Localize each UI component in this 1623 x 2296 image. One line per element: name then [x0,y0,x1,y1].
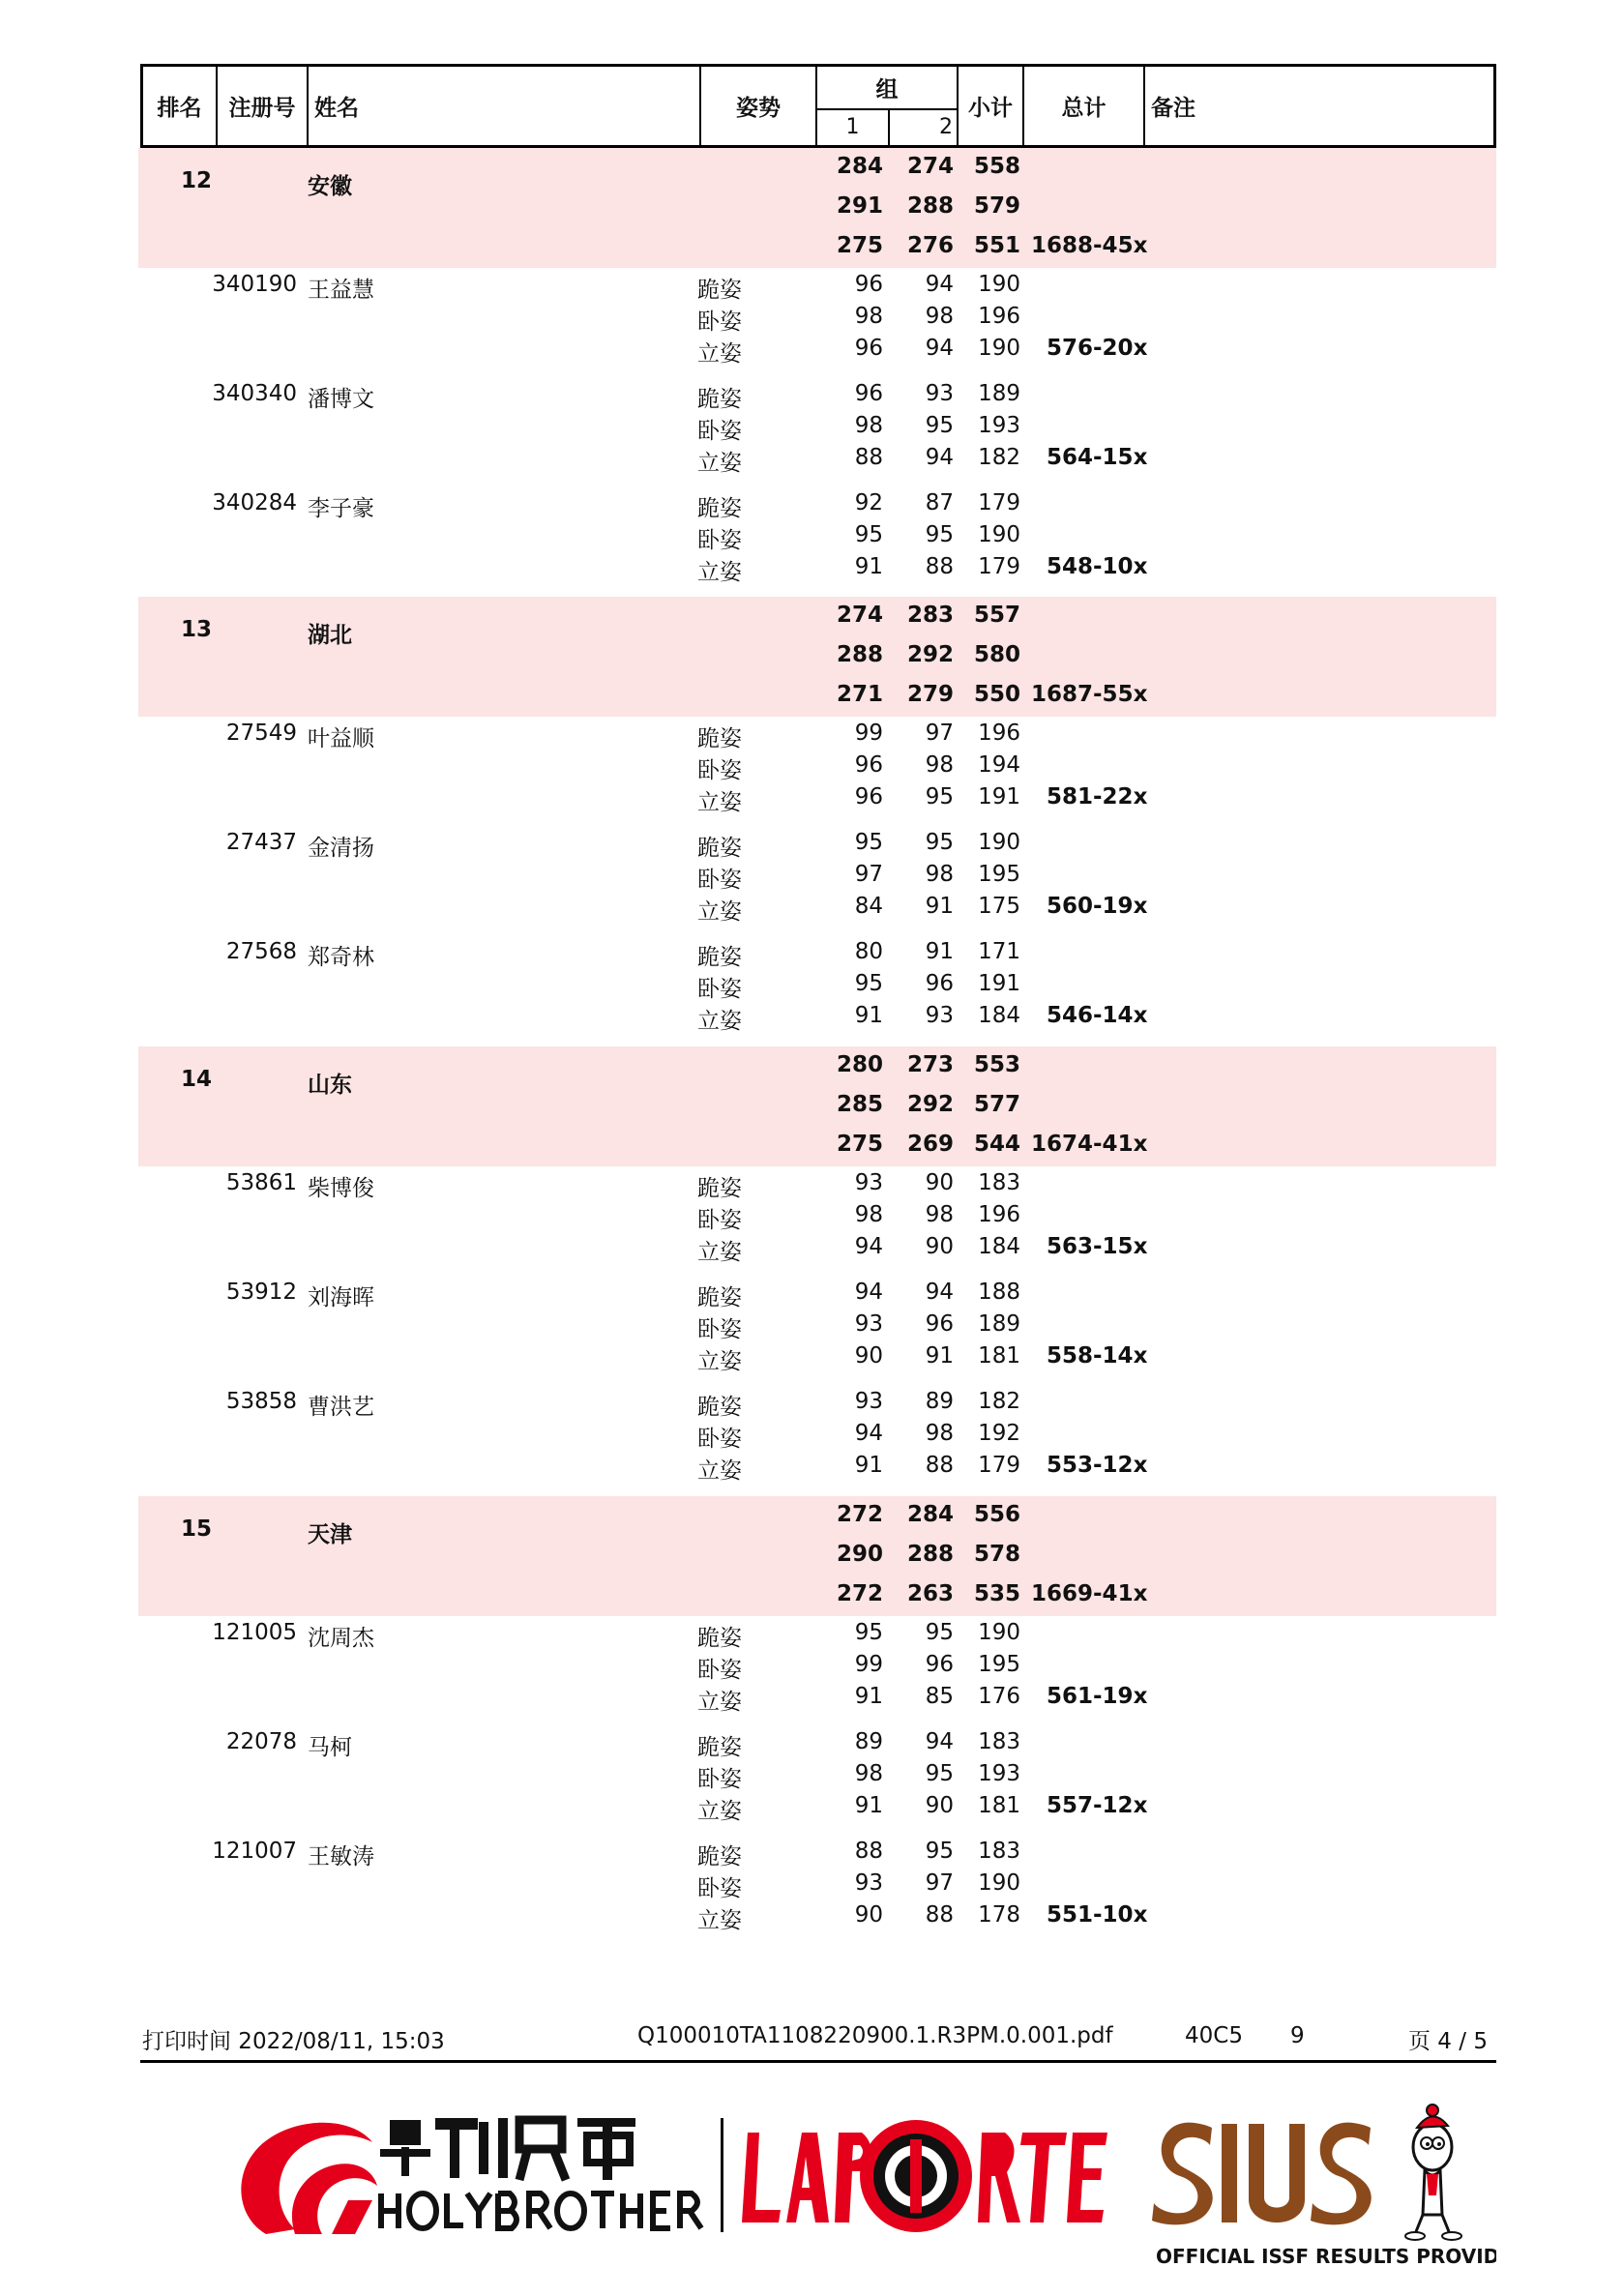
table-header [140,64,1496,148]
athlete-series-1: 84 [854,894,883,919]
athlete-series-2: 88 [925,554,954,579]
team-series-1: 291 [836,193,883,219]
athlete-series-2: 93 [925,381,954,406]
athlete-subtotal: 190 [978,1620,1020,1645]
header-position-label: 姿势 [736,96,781,121]
print-time: 打印时间 2022/08/11, 15:03 [142,2029,445,2054]
athlete-position: 卧姿 [697,758,742,783]
athlete-subtotal: 175 [978,894,1020,919]
header-group-1: 1 [817,108,890,145]
athlete-position: 跪姿 [697,387,742,412]
header-group-2: 2 [939,114,953,139]
athlete-series-1: 80 [854,939,883,964]
athlete-subtotal: 188 [978,1280,1020,1305]
athlete-series-2: 85 [925,1684,954,1709]
team-series-1: 272 [836,1581,883,1606]
athlete-series-2: 95 [925,1839,954,1864]
header-subtotal [959,67,1024,145]
team-subtotal: 556 [973,1502,1020,1527]
footer-number: 9 [1290,2023,1305,2048]
athlete-total: 551-10x [1047,1902,1148,1928]
athlete-position: 立姿 [697,1799,742,1824]
athlete-subtotal: 193 [978,413,1020,438]
athlete-reg-no: 340284 [212,490,297,515]
athlete-position: 卧姿 [697,309,742,335]
team-subtotal: 535 [973,1581,1020,1606]
athlete-subtotal: 183 [978,1170,1020,1195]
team-series-1: 290 [836,1542,883,1567]
athlete-name: 沈周杰 [308,1626,374,1651]
athlete-name: 马柯 [308,1735,352,1760]
header-name [309,67,701,145]
athlete-series-1: 98 [854,413,883,438]
athlete-total: 560-19x [1047,894,1148,919]
athlete-position: 立姿 [697,341,742,367]
athlete-series-1: 95 [854,971,883,996]
athlete-series-2: 96 [925,1311,954,1337]
header-remarks [1145,67,1493,145]
athlete-position: 跪姿 [697,1735,742,1760]
athlete-position: 立姿 [697,1908,742,1933]
team-total: 1688-45x [1031,233,1148,258]
athlete-position: 卧姿 [697,1658,742,1683]
team-name: 山东 [308,1073,352,1098]
athlete-position: 立姿 [697,1240,742,1265]
athlete-reg-no: 53861 [225,1170,297,1195]
athlete-reg-no: 27568 [225,939,297,964]
athlete-subtotal: 171 [978,939,1020,964]
athlete-series-1: 91 [854,1684,883,1709]
athlete-series-1: 99 [854,1652,883,1677]
team-series-1: 280 [836,1052,883,1077]
athlete-subtotal: 184 [978,1003,1020,1028]
athlete-series-2: 98 [925,1421,954,1446]
athlete-position: 立姿 [697,1690,742,1715]
athlete-reg-no: 340340 [212,381,297,406]
athlete-series-1: 96 [854,752,883,778]
athlete-subtotal: 190 [978,522,1020,547]
header-total [1024,67,1145,145]
athlete-series-2: 87 [925,490,954,515]
team-series-2: 284 [906,1502,954,1527]
athlete-subtotal: 191 [978,971,1020,996]
header-remarks-label: 备注 [1151,96,1195,121]
footer-code: 40C5 [1185,2023,1243,2048]
sponsor-separator [721,2118,723,2232]
athlete-series-1: 93 [854,1870,883,1896]
athlete-name: 金清扬 [308,836,374,861]
athlete-reg-no: 22078 [225,1729,297,1754]
athlete-series-2: 95 [925,784,954,809]
athlete-series-1: 95 [854,522,883,547]
team-subtotal: 550 [973,682,1020,707]
header-reg-no [218,67,309,145]
team-rank: 13 [181,617,213,642]
athlete-reg-no: 53912 [225,1280,297,1305]
athlete-series-1: 91 [854,1793,883,1818]
athlete-series-2: 89 [925,1389,954,1414]
athlete-series-2: 91 [925,939,954,964]
athlete-position: 跪姿 [697,278,742,303]
team-total: 1687-55x [1031,682,1148,707]
laporte-logo [742,2120,1107,2232]
athlete-total: 576-20x [1047,336,1148,361]
athlete-position: 跪姿 [697,1844,742,1869]
athlete-series-1: 96 [854,381,883,406]
team-subtotal: 577 [973,1092,1020,1117]
athlete-position: 卧姿 [697,1876,742,1901]
athlete-subtotal: 192 [978,1421,1020,1446]
sponsor-logos [140,2079,1496,2273]
athlete-series-2: 95 [925,413,954,438]
athlete-series-2: 91 [925,1343,954,1369]
header-reg-label: 注册号 [228,96,296,121]
athlete-position: 卧姿 [697,1208,742,1233]
athlete-series-2: 90 [925,1170,954,1195]
athlete-series-2: 95 [925,1620,954,1645]
team-subtotal: 557 [973,603,1020,628]
athlete-series-2: 97 [925,1870,954,1896]
team-band [138,148,1496,268]
athlete-position: 立姿 [697,899,742,925]
athlete-series-2: 88 [925,1453,954,1478]
team-series-2: 273 [906,1052,954,1077]
athlete-subtotal: 183 [978,1839,1020,1864]
team-series-1: 275 [836,233,883,258]
team-series-2: 283 [906,603,954,628]
team-subtotal: 578 [973,1542,1020,1567]
athlete-series-2: 98 [925,862,954,887]
athlete-name: 王益慧 [308,278,374,303]
athlete-position: 跪姿 [697,945,742,970]
athlete-series-2: 94 [925,1729,954,1754]
athlete-position: 跪姿 [697,1285,742,1310]
team-rank: 15 [181,1516,213,1542]
team-series-1: 272 [836,1502,883,1527]
athlete-series-2: 88 [925,1902,954,1928]
athlete-subtotal: 195 [978,1652,1020,1677]
athlete-subtotal: 196 [978,1202,1020,1227]
athlete-series-2: 96 [925,1652,954,1677]
athlete-series-2: 94 [925,1280,954,1305]
athlete-position: 立姿 [697,560,742,585]
athlete-position: 立姿 [697,1009,742,1034]
athlete-total: 548-10x [1047,554,1148,579]
athlete-subtotal: 189 [978,1311,1020,1337]
athlete-series-2: 94 [925,272,954,297]
athlete-series-1: 94 [854,1234,883,1259]
team-series-2: 269 [906,1132,954,1157]
athlete-position: 立姿 [697,1458,742,1484]
athlete-series-1: 93 [854,1170,883,1195]
athlete-subtotal: 193 [978,1761,1020,1786]
team-series-1: 288 [836,642,883,667]
team-total: 1674-41x [1031,1132,1148,1157]
athlete-series-1: 96 [854,272,883,297]
athlete-series-2: 98 [925,752,954,778]
athlete-subtotal: 196 [978,721,1020,746]
athlete-name: 李子豪 [308,496,374,521]
athlete-series-1: 93 [854,1311,883,1337]
athlete-subtotal: 184 [978,1234,1020,1259]
athlete-series-1: 92 [854,490,883,515]
athlete-series-2: 90 [925,1793,954,1818]
athlete-total: 546-14x [1047,1003,1148,1028]
holybrother-logo-icon [241,2123,377,2234]
athlete-position: 卧姿 [697,528,742,553]
athlete-position: 立姿 [697,1349,742,1374]
athlete-series-1: 91 [854,1003,883,1028]
athlete-series-1: 88 [854,1839,883,1864]
athlete-series-1: 95 [854,1620,883,1645]
team-subtotal: 544 [973,1132,1020,1157]
team-series-1: 275 [836,1132,883,1157]
athlete-series-1: 90 [854,1902,883,1928]
team-series-2: 288 [906,1542,954,1567]
team-series-2: 288 [906,193,954,219]
athlete-total: 581-22x [1047,784,1148,809]
athlete-total: 553-12x [1047,1453,1148,1478]
athlete-series-1: 88 [854,445,883,470]
team-subtotal: 579 [973,193,1020,219]
team-band [138,1046,1496,1166]
athlete-subtotal: 194 [978,752,1020,778]
team-series-2: 263 [906,1581,954,1606]
team-band [138,597,1496,717]
athlete-series-2: 94 [925,336,954,361]
athlete-name: 潘博文 [308,387,374,412]
athlete-subtotal: 190 [978,1870,1020,1896]
athlete-position: 跪姿 [697,836,742,861]
athlete-position: 卧姿 [697,1767,742,1792]
athlete-total: 558-14x [1047,1343,1148,1369]
athlete-subtotal: 189 [978,381,1020,406]
team-band [138,1496,1496,1616]
team-rank: 14 [181,1067,213,1092]
athlete-position: 卧姿 [697,868,742,893]
athlete-position: 卧姿 [697,977,742,1002]
athlete-subtotal: 176 [978,1684,1020,1709]
athlete-reg-no: 53858 [225,1389,297,1414]
athlete-series-2: 95 [925,522,954,547]
athlete-position: 跪姿 [697,496,742,521]
athlete-position: 卧姿 [697,1317,742,1342]
header-rank [143,67,218,145]
athlete-subtotal: 190 [978,336,1020,361]
team-total: 1669-41x [1031,1581,1148,1606]
team-name: 湖北 [308,623,352,648]
team-series-1: 271 [836,682,883,707]
athlete-name: 郑奇林 [308,945,374,970]
athlete-series-1: 96 [854,336,883,361]
athlete-total: 557-12x [1047,1793,1148,1818]
sponsor-bar [140,2079,1496,2273]
athlete-series-1: 98 [854,304,883,329]
athlete-series-2: 91 [925,894,954,919]
athlete-reg-no: 121007 [212,1839,297,1864]
team-series-1: 284 [836,154,883,179]
athlete-series-1: 98 [854,1761,883,1786]
athlete-subtotal: 196 [978,304,1020,329]
athlete-reg-no: 27437 [225,830,297,855]
header-group [817,67,959,145]
athlete-series-2: 98 [925,1202,954,1227]
athlete-position: 卧姿 [697,1427,742,1452]
team-series-1: 285 [836,1092,883,1117]
athlete-position: 跪姿 [697,726,742,751]
athlete-position: 跪姿 [697,1176,742,1201]
header-name-label: 姓名 [314,96,359,121]
athlete-subtotal: 183 [978,1729,1020,1754]
athlete-reg-no: 27549 [225,721,297,746]
athlete-subtotal: 182 [978,445,1020,470]
athlete-series-2: 95 [925,830,954,855]
athlete-position: 跪姿 [697,1395,742,1420]
athlete-series-1: 93 [854,1389,883,1414]
team-series-2: 292 [906,1092,954,1117]
athlete-series-1: 96 [854,784,883,809]
athlete-series-2: 98 [925,304,954,329]
header-total-label: 总计 [1061,96,1107,121]
athlete-position: 立姿 [697,451,742,476]
athlete-position: 卧姿 [697,419,742,444]
athlete-subtotal: 179 [978,1453,1020,1478]
athlete-name: 刘海晖 [308,1285,374,1310]
team-series-1: 274 [836,603,883,628]
athlete-subtotal: 179 [978,490,1020,515]
athlete-series-2: 94 [925,445,954,470]
athlete-series-1: 97 [854,862,883,887]
athlete-series-2: 97 [925,721,954,746]
athlete-total: 563-15x [1047,1234,1148,1259]
header-rank-label: 排名 [157,96,202,121]
athlete-name: 曹洪艺 [308,1395,374,1420]
header-position [701,67,817,145]
athlete-position: 立姿 [697,790,742,815]
footer-rule [140,2060,1496,2063]
athlete-subtotal: 191 [978,784,1020,809]
athlete-series-1: 90 [854,1343,883,1369]
athlete-subtotal: 178 [978,1902,1020,1928]
athlete-subtotal: 190 [978,830,1020,855]
athlete-reg-no: 121005 [212,1620,297,1645]
team-subtotal: 580 [973,642,1020,667]
athlete-subtotal: 179 [978,554,1020,579]
athlete-total: 561-19x [1047,1684,1148,1709]
team-name: 安徽 [308,174,352,199]
athlete-series-1: 94 [854,1421,883,1446]
athlete-series-2: 93 [925,1003,954,1028]
file-name: Q100010TA1108220900.1.R3PM.0.001.pdf [637,2023,1113,2048]
athlete-subtotal: 195 [978,862,1020,887]
sius-tagline: OFFICIAL ISSF RESULTS PROVIDER [1156,2245,1496,2268]
athlete-series-1: 91 [854,554,883,579]
team-subtotal: 553 [973,1052,1020,1077]
athlete-name: 叶益顺 [308,726,374,751]
header-group-title: 组 [817,67,957,110]
athlete-series-1: 98 [854,1202,883,1227]
sius-logo [1152,2123,1372,2225]
athlete-reg-no: 340190 [212,272,297,297]
header-subtotal-label: 小计 [968,96,1013,121]
team-subtotal: 558 [973,154,1020,179]
athlete-series-1: 89 [854,1729,883,1754]
athlete-series-1: 94 [854,1280,883,1305]
athlete-total: 564-15x [1047,445,1148,470]
sius-mascot-icon [1405,2105,1461,2240]
team-series-2: 274 [906,154,954,179]
athlete-subtotal: 182 [978,1389,1020,1414]
team-series-2: 276 [906,233,954,258]
athlete-series-2: 95 [925,1761,954,1786]
holybrother-wordmark [378,2118,701,2228]
athlete-subtotal: 181 [978,1343,1020,1369]
athlete-name: 柴博俊 [308,1176,374,1201]
athlete-subtotal: 190 [978,272,1020,297]
athlete-position: 跪姿 [697,1626,742,1651]
athlete-series-1: 95 [854,830,883,855]
team-subtotal: 551 [973,233,1020,258]
athlete-series-1: 99 [854,721,883,746]
athlete-subtotal: 181 [978,1793,1020,1818]
team-name: 天津 [308,1522,352,1547]
team-rank: 12 [181,168,213,193]
athlete-series-2: 96 [925,971,954,996]
athlete-series-2: 90 [925,1234,954,1259]
athlete-name: 王敏涛 [308,1844,374,1869]
team-series-2: 292 [906,642,954,667]
athlete-series-1: 91 [854,1453,883,1478]
team-series-2: 279 [906,682,954,707]
page-number: 页 4 / 5 [1408,2029,1488,2054]
